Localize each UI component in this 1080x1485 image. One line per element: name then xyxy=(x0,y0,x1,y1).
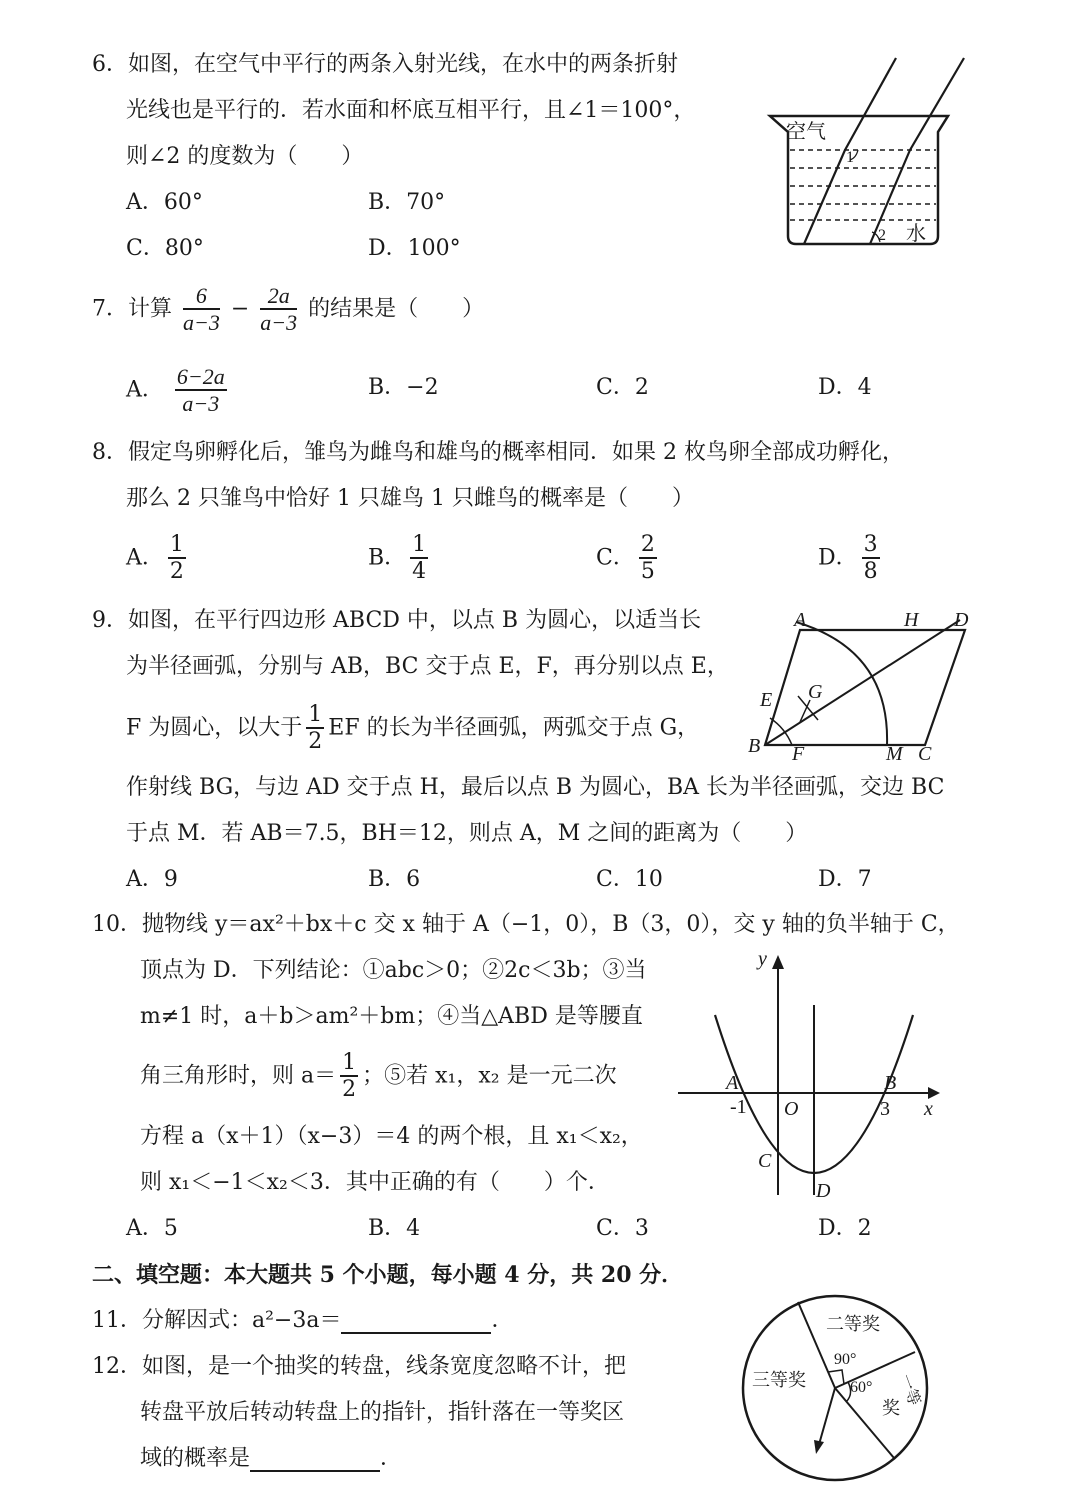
q6-line-3: 则∠2 的度数为（ ） xyxy=(126,144,364,169)
q12-line-1: 12．如图，是一个抽奖的转盘，线条宽度忽略不计，把 xyxy=(92,1354,626,1379)
q10-parabola-figure xyxy=(670,945,950,1205)
q8-line-2: 那么 2 只雏鸟中恰好 1 只雄鸟 1 只雌鸟的概率是（ ） xyxy=(126,486,694,511)
q9-fig-label-a: A xyxy=(794,609,807,631)
q7-stem xyxy=(92,283,484,336)
q9-line-3: F 为圆心，以大于 $\frac{1}{2}$ EF 的长为半径画弧，两弧交于点 G， xyxy=(126,702,700,755)
q8-option-a[interactable]: A． $\frac{1}{2}$ xyxy=(126,532,184,585)
q12-fig-angle-90: 90° xyxy=(834,1351,857,1368)
q6-option-a[interactable]: A．60° xyxy=(126,190,203,215)
q10-option-c[interactable]: C．3 xyxy=(596,1216,649,1241)
q6-option-b[interactable]: B．70° xyxy=(368,190,446,215)
q10-fig-tick-3: 3 xyxy=(880,1098,890,1120)
q12-spinner-figure xyxy=(730,1290,940,1485)
q9-fig-label-e: E xyxy=(760,689,773,711)
q9-line-2: 为半径画弧，分别与 AB，BC 交于点 E，F，再分别以点 E， xyxy=(126,654,729,679)
q10-line-1: 10．抛物线 y＝ax²＋bx＋c 交 x 轴于 A（−1，0），B（3，0），交 y 轴的负半轴于 C， xyxy=(92,912,960,937)
q12-line-3: 域的概率是 ． xyxy=(140,1446,403,1471)
q7-fraction-1: $\frac{6}{a-3}$ xyxy=(183,283,220,336)
q6-fig-angle2: 2 xyxy=(878,227,886,244)
q10-line-4: 角三角形时，则 a＝ $\frac{1}{2}$ ；⑤若 x₁，x₂ 是一元二次 xyxy=(140,1050,617,1103)
q12-fig-first-prize-a: 一等 xyxy=(895,1371,925,1408)
q12-line-2: 转盘平放后转动转盘上的指针，指针落在一等奖区 xyxy=(140,1400,625,1425)
q9-option-b[interactable]: B．6 xyxy=(368,867,421,892)
q8-option-a-fraction: $\frac{1}{2}$ xyxy=(169,532,184,585)
q7-minus: − xyxy=(230,296,250,322)
q7-option-a-label: A． xyxy=(126,377,164,403)
q7-fraction-2: $\frac{2a}{a-3}$ xyxy=(260,283,298,336)
q6-fig-air-label: 空气 xyxy=(786,121,826,143)
q12-fig-third-prize: 三等奖 xyxy=(752,1370,806,1391)
q10-fig-y-label: y xyxy=(758,948,767,970)
section-2-heading: 二、填空题：本大题共 5 个小题，每小题 4 分，共 20 分． xyxy=(92,1262,684,1288)
q8-option-c-fraction: $\frac{2}{5}$ xyxy=(640,532,655,585)
q12-fig-second-prize: 二等奖 xyxy=(826,1314,880,1335)
q9-parallelogram-figure xyxy=(740,600,980,770)
q9-fig-label-b: B xyxy=(748,735,761,757)
q11-answer-blank[interactable] xyxy=(341,1310,491,1334)
q6-fig-water-label: 水 xyxy=(906,223,926,245)
q9-fig-label-m: M xyxy=(886,743,903,765)
q9-line-4: 作射线 BG，与边 AD 交于点 H，最后以点 B 为圆心，BA 长为半径画弧，交边 BC xyxy=(126,775,945,800)
q9-fig-label-g: G xyxy=(808,681,823,703)
q8-line-1: 8．假定鸟卵孵化后，雏鸟为雌鸟和雄鸟的概率相同．如果 2 枚鸟卵全部成功孵化， xyxy=(92,440,904,465)
q6-line-1: 6．如图，在空气中平行的两条入射光线，在水中的两条折射 xyxy=(92,52,678,77)
q6-option-d[interactable]: D．100° xyxy=(368,236,461,261)
q12-fig-first-prize-b: 奖 xyxy=(882,1398,900,1419)
q9-option-a[interactable]: A．9 xyxy=(126,867,178,892)
q9-line-5: 于点 M．若 AB＝7.5，BH＝12，则点 A，M 之间的距离为（ ） xyxy=(126,821,808,846)
q10-option-b[interactable]: B．4 xyxy=(368,1216,421,1241)
q8-option-b-fraction: $\frac{1}{4}$ xyxy=(412,532,427,585)
q8-option-b[interactable]: B． $\frac{1}{4}$ xyxy=(368,532,427,585)
q10-line-6: 则 x₁＜−1＜x₂＜3．其中正确的有（ ）个． xyxy=(140,1170,610,1195)
q9-fig-label-c: C xyxy=(918,743,932,765)
q10-fig-label-c: C xyxy=(758,1150,772,1172)
q9-fig-label-h: H xyxy=(904,609,919,631)
q10-fraction: $\frac{1}{2}$ xyxy=(342,1050,357,1103)
q10-fig-label-d: D xyxy=(816,1180,831,1202)
q9-line-1: 9．如图，在平行四边形 ABCD 中，以点 B 为圆心，以适当长 xyxy=(92,608,702,633)
q8-option-c[interactable]: C． $\frac{2}{5}$ xyxy=(596,532,655,585)
q10-line-3: m≠1 时，a＋b＞am²＋bm；④当△ABD 是等腰直 xyxy=(140,1004,643,1029)
q6-fig-angle1: 1 xyxy=(846,149,854,166)
q10-option-a[interactable]: A．5 xyxy=(126,1216,178,1241)
q6-line-2: 光线也是平行的．若水面和杯底互相平行，且∠1＝100°， xyxy=(126,98,696,123)
q6-option-c[interactable]: C．80° xyxy=(126,236,204,261)
q8-option-d-fraction: $\frac{3}{8}$ xyxy=(863,532,878,585)
q7-option-d[interactable]: D．4 xyxy=(818,375,872,400)
q12-fig-angle-60: 60° xyxy=(850,1379,873,1396)
q7-prefix: 7．计算 xyxy=(92,296,172,322)
q11-stem: 11．分解因式：a²−3a＝ ． xyxy=(92,1308,514,1333)
q9-option-c[interactable]: C．10 xyxy=(596,867,663,892)
q10-fig-origin: O xyxy=(784,1098,799,1120)
q10-fig-label-b: B xyxy=(884,1072,897,1094)
q10-fig-x-label: x xyxy=(924,1098,933,1120)
q6-cup-figure xyxy=(760,50,970,255)
q8-option-d[interactable]: D． $\frac{3}{8}$ xyxy=(818,532,878,585)
q9-fig-label-d: D xyxy=(954,609,969,631)
q7-option-c[interactable]: C．2 xyxy=(596,375,649,400)
q10-fig-label-a: A xyxy=(726,1072,739,1094)
q7-suffix: 的结果是（ ） xyxy=(308,296,485,322)
q10-line-5: 方程 a（x＋1）（x−3）＝4 的两个根，且 x₁＜x₂， xyxy=(140,1124,643,1149)
q7-option-b[interactable]: B．−2 xyxy=(368,375,439,400)
q10-fig-tick-neg1: -1 xyxy=(730,1096,747,1118)
q10-line-2: 顶点为 D．下列结论：①abc＞0；②2c＜3b；③当 xyxy=(140,958,647,983)
q10-option-d[interactable]: D．2 xyxy=(818,1216,872,1241)
q9-fraction: $\frac{1}{2}$ xyxy=(308,702,323,755)
q12-answer-blank[interactable] xyxy=(250,1448,380,1472)
q7-option-a-fraction: $\frac{6-2a}{a-3}$ xyxy=(176,364,225,417)
q9-fig-label-f: F xyxy=(792,743,805,765)
q7-option-a[interactable] xyxy=(126,364,231,417)
q9-option-d[interactable]: D．7 xyxy=(818,867,872,892)
